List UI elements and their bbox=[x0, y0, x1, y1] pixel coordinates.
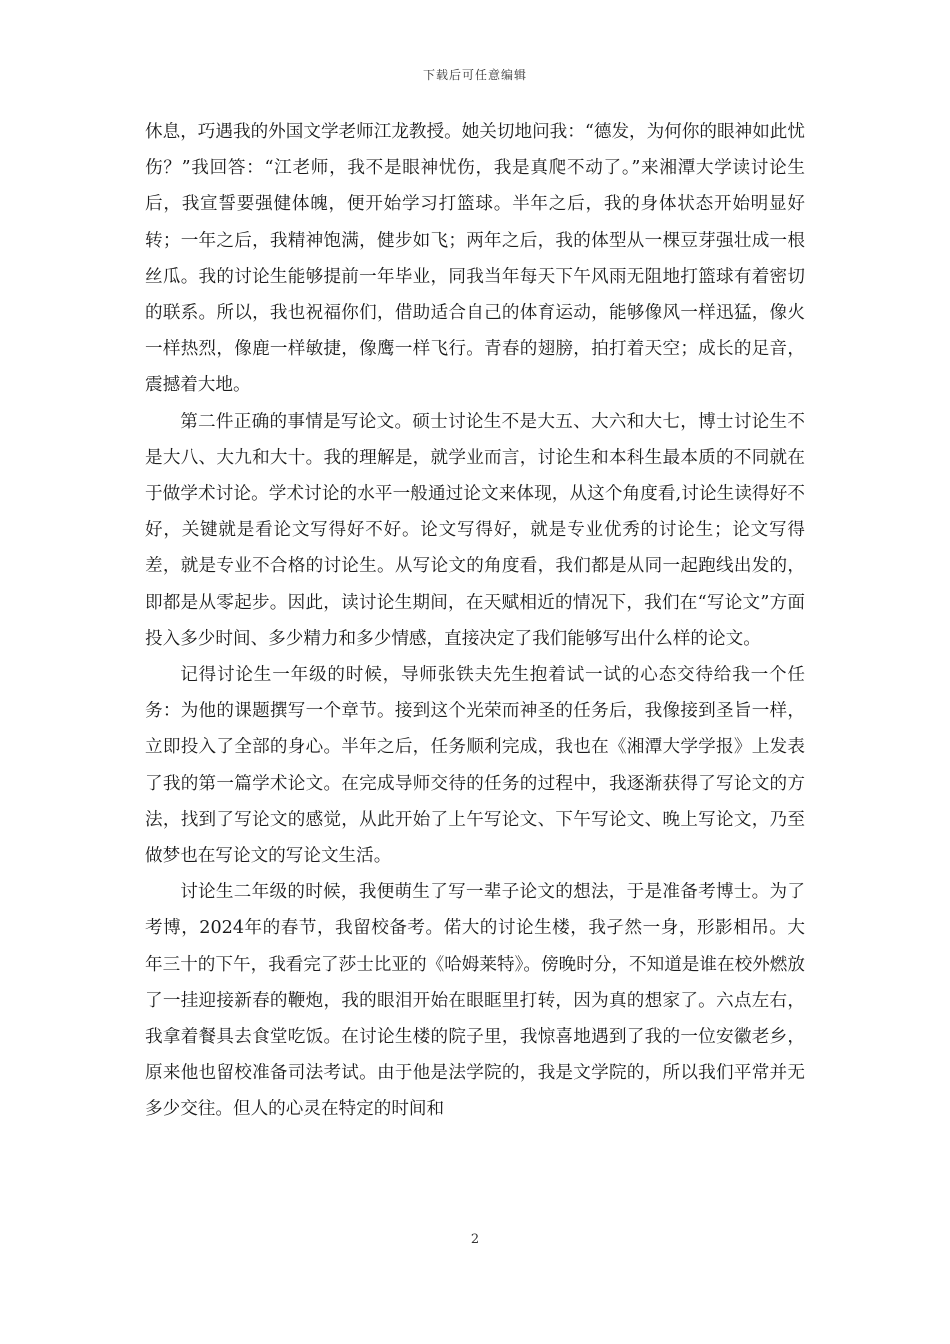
page-number: 2 bbox=[470, 1232, 480, 1247]
body-text bbox=[145, 114, 805, 1128]
page-header: 下载后可任意编辑 bbox=[422, 68, 527, 82]
paragraph-4: 讨论生二年级的时候，我便萌生了写一辈子论文的想法，于是准备考博士。为了考博，2024年的春节，我留校备考。偌大的讨论生楼，我孑然一身，形影相吊。大年三十的下午，我看完了莎士比亚的《哈姆莱特》。傍晚时分，不知道是谁在校外燃放了一挂迎接新春的鞭炮，我的眼泪开始在眼眶里打转，因为真的想家了。六点左右，我拿着餐具去食堂吃饭。在讨论生楼的院子里，我惊喜地遇到了我的一位安徽老乡，原来他也留校准备司法考试。由于他是法学院的，我是文学院的，所以我们平常并无多少交往。但人的心灵在特定的时间和 bbox=[145, 882, 805, 1120]
paragraph-3: 记得讨论生一年级的时候，导师张铁夫先生抱着试一试的心态交待给我一个任务：为他的课题撰写一个章节。接到这个光荣而神圣的任务后，我像接到圣旨一样，立即投入了全部的身心。半年之后，任务顺利完成，我也在《湘潭大学学报》上发表了我的第一篇学术论文。在完成导师交待的任务的过程中，我逐渐获得了写论文的方法，找到了写论文的感觉，从此开始了上午写论文、下午写论文、晚上写论文，乃至做梦也在写论文的写论文生活。 bbox=[145, 665, 805, 867]
paragraph-2: 第二件正确的事情是写论文。硕士讨论生不是大五、大六和大七，博士讨论生不是大八、大九和大十。我的理解是，就学业而言，讨论生和本科生最本质的不同就在于做学术讨论。学术讨论的水平一般通过论文来体现，从这个角度看,讨论生读得好不好，关键就是看论文写得好不好。论文写得好，就是专业优秀的讨论生；论文写得差，就是专业不合格的讨论生。从写论文的角度看，我们都是从同一起跑线出发的，即都是从零起步。因此，读讨论生期间，在天赋相近的情况下，我们在“写论文”方面投入多少时间、多少精力和多少情感，直接决定了我们能够写出什么样的论文。 bbox=[145, 411, 805, 649]
paragraph-1: 休息，巧遇我的外国文学老师江龙教授。她关切地问我：“德发，为何你的眼神如此忧伤？”我回答：“江老师，我不是眼神忧伤，我是真爬不动了。”来湘潭大学读讨论生后，我宣誓要强健体魄，便开始学习打篮球。半年之后，我的身体状态开始明显好转；一年之后，我精神饱满，健步如飞；两年之后，我的体型从一棵豆芽强壮成一根丝瓜。我的讨论生能够提前一年毕业，同我当年每天下午风雨无阻地打篮球有着密切的联系。所以，我也祝福你们，借助适合自己的体育运动，能够像风一样迅猛，像火一样热烈，像鹿一样敏捷，像鹰一样飞行。青春的翅膀，拍打着天空；成长的足音，震撼着大地。 bbox=[145, 122, 805, 396]
